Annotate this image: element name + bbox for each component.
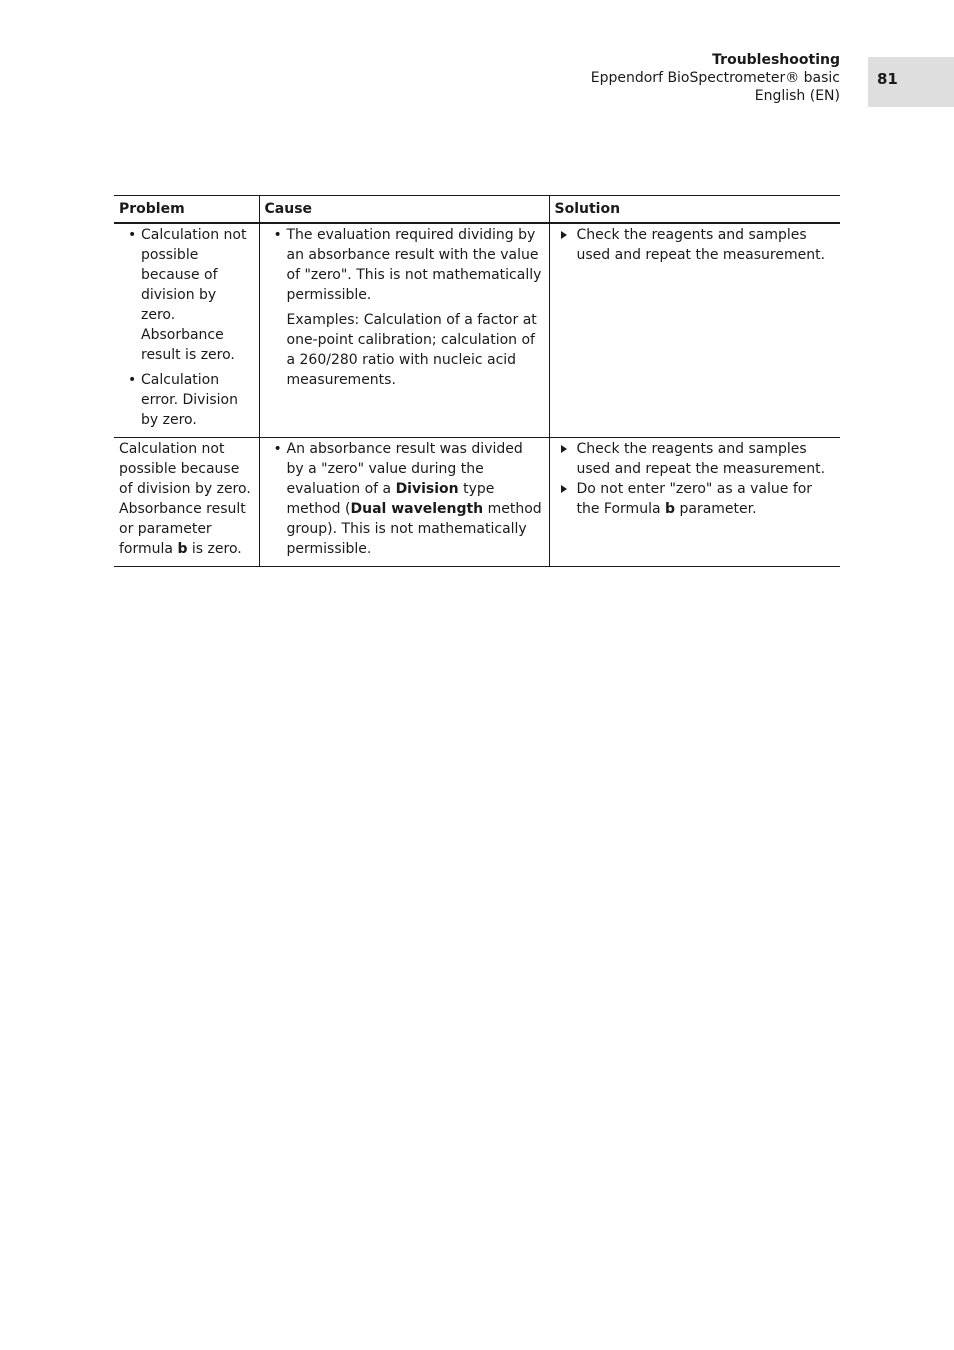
solution-text: Check the reagents and samples used and repeat the measurement.: [576, 227, 826, 263]
arrow-right-icon: [561, 231, 567, 239]
method-group: Dual wavelength: [350, 501, 484, 517]
language-label: English (EN): [754, 88, 840, 104]
page-header: [591, 51, 840, 105]
solution-cell: [549, 223, 840, 438]
solution-item: [555, 225, 836, 265]
solution-text: Do not enter "zero" as a value for the Formula: [576, 481, 813, 517]
cause-item: • The evaluation required dividing by an absorbance result with the value of "zero". This is not mathematically permissible.: [265, 225, 544, 305]
troubleshooting-table: [114, 195, 840, 567]
arrow-right-icon: [561, 485, 567, 493]
problem-text: Calculation not possible because of division by zero. Absorbance result or parameter formula: [119, 441, 251, 557]
formula-parameter: b: [177, 541, 188, 557]
page-number: 81: [868, 57, 954, 107]
problem-item: • Calculation not possible because of division by zero. Absorbance result is zero.: [119, 225, 254, 365]
solution-text: Check the reagents and samples used and repeat the measurement.: [576, 441, 826, 477]
table-row: [114, 223, 840, 438]
cause-text: An absorbance result was divided by a "zero" value during the evaluation of a: [286, 441, 523, 497]
cause-cell: [259, 223, 549, 438]
problem-text-end: is zero.: [187, 541, 242, 557]
section-title: Troubleshooting: [712, 52, 840, 68]
table-row: [114, 438, 840, 567]
solution-item: [555, 479, 836, 519]
cause-text: type method (: [286, 481, 495, 517]
cause-text: method group). This is not mathematically permissible.: [286, 501, 542, 557]
cause-examples: Examples: Calculation of a factor at one-point calibration; calculation of a 260/280 ratio with nucleic acid measurements.: [286, 312, 537, 388]
product-name: Eppendorf BioSpectrometer® basic: [590, 70, 840, 86]
column-header-cause: Cause: [259, 196, 549, 224]
solution-text-end: parameter.: [675, 501, 757, 517]
problem-item: • Calculation error. Division by zero.: [119, 370, 254, 430]
column-header-problem: Problem: [114, 196, 259, 224]
formula-parameter: b: [664, 501, 676, 517]
cause-cell: [259, 438, 549, 567]
table-header-row: [114, 196, 840, 224]
column-header-solution: Solution: [549, 196, 840, 224]
solution-cell: [549, 438, 840, 567]
problem-cell: [114, 438, 259, 567]
solution-item: [555, 439, 836, 479]
arrow-right-icon: [561, 445, 567, 453]
method-type: Division: [395, 481, 459, 497]
problem-cell: [114, 223, 259, 438]
cause-item: [265, 439, 544, 559]
